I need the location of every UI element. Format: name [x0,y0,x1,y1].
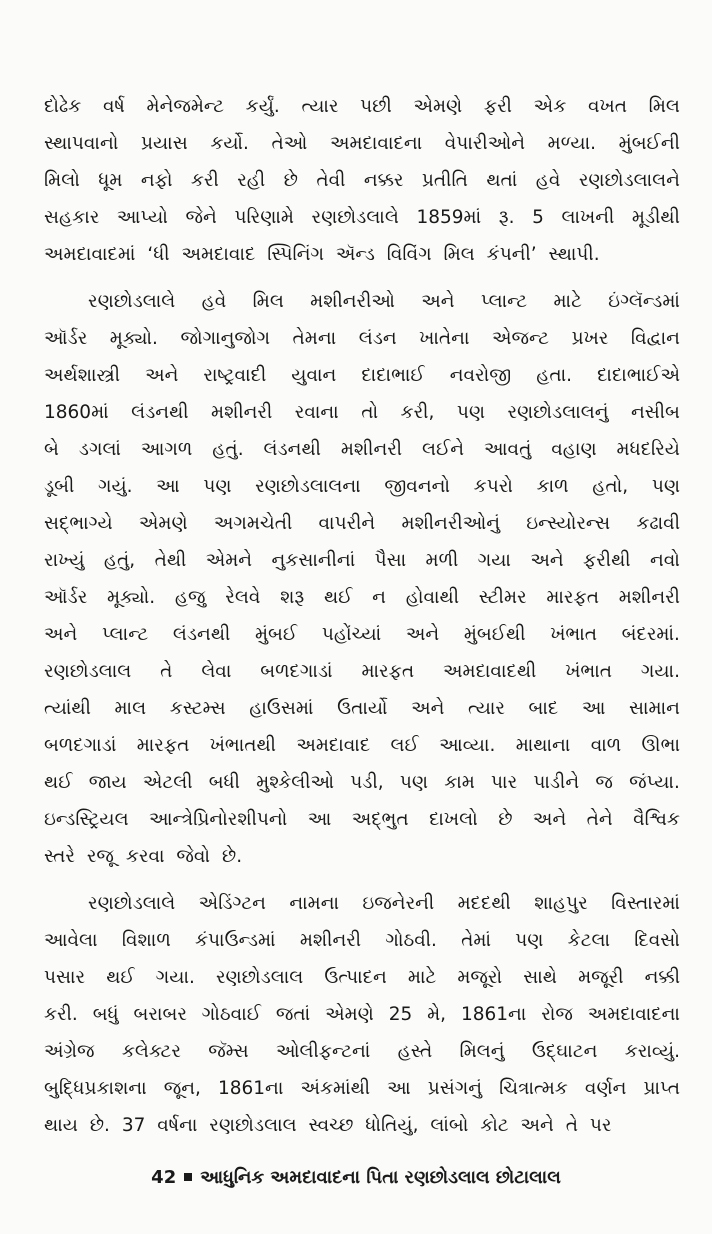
text-line: થઈ જાય એટલી બધી મુશ્કેલીઓ પડી, પણ કામ પાર પાડીને જ જંપ્યા. [44,772,680,793]
paragraph [44,885,680,1144]
paragraph-gap [44,273,680,283]
text-line: સહકાર આપ્યો જેને પરિણામે રણછોડલાલે 1859માં રૂ. 5 લાખની મૂડીથી [44,207,680,228]
text-line: ડૂબી ગયું. આ પણ રણછોડલાલના જીવનનો કપરો કાળ હતો, પણ [44,476,680,497]
text-line: સ્થાપવાનો પ્રયાસ કર્યો. તેઓ અમદાવાદના વેપારીઓને મળ્યા. મુંબઈની [44,133,680,154]
text-line: ઇન્ડસ્ટ્રિયલ આન્ત્રેપ્રિનોરશીપનો આ અદ્‌ભુત દાખલો છે અને તેને વૈશ્વિક [44,809,680,830]
book-title: આધુનિક અમદાવાદના પિતા રણછોડલાલ છોટાલાલ [200,1167,561,1188]
page-number: 42 [151,1167,177,1188]
text-line: રણછોડલાલે હવે મિલ મશીનરીઓ અને પ્લાન્ટ માટે ઇંગ્લૅન્ડમાં [88,291,680,312]
text-line: પસાર થઈ ગયા. રણછોડલાલ ઉત્પાદન માટે મજૂરો સાથે મજૂરી નક્કી [44,967,680,988]
text-line: બે ડગલાં આગળ હતું. લંડનથી મશીનરી લઈને આવતું વહાણ મધદરિયે [44,439,680,460]
text-line: ઑર્ડર મૂક્યો. હજુ રેલવે શરૂ થઈ ન હોવાથી સ્ટીમર મારફત મશીનરી [44,587,680,608]
text-line: સ્તરે રજૂ કરવા જેવો છે. [44,846,243,867]
square-bullet-icon [184,1173,192,1181]
paragraph [44,88,680,273]
text-line: આવેલા વિશાળ કંપાઉન્ડમાં મશીનરી ગોઠવી. તેમાં પણ કેટલા દિવસો [44,930,680,951]
text-line: બુદ્ધિપ્રકાશના જૂન, 1861ના અંકમાંથી આ પ્રસંગનું ચિત્રાત્મક વર્ણન પ્રાપ્ત [44,1078,680,1099]
body-text [44,88,680,1144]
text-line: કરી. બધું બરાબર ગોઠવાઈ જતાં એમણે 25 મે, 1861ના રોજ અમદાવાદના [44,1004,680,1025]
text-line: ત્યાંથી માલ કસ્ટમ્સ હાઉસમાં ઉતાર્યો અને ત્યાર બાદ આ સામાન [44,698,680,719]
text-line: રાખ્યું હતું, તેથી એમને નુકસાનીનાં પૈસા મળી ગયા અને ફરીથી નવો [44,550,680,571]
text-line: ઑર્ડર મૂક્યો. જોગાનુજોગ તેમના લંડન ખાતેના એજન્ટ પ્રખર વિદ્વાન [44,328,680,349]
paragraph-gap [44,875,680,885]
text-line: સદ્‌ભાગ્યે એમણે અગમચેતી વાપરીને મશીનરીઓનું ઇન્સ્યોરન્સ કઢાવી [44,513,680,534]
paragraph [44,283,680,875]
text-line: 1860માં લંડનથી મશીનરી રવાના તો કરી, પણ રણછોડલાલનું નસીબ [44,402,680,423]
text-line: અને પ્લાન્ટ લંડનથી મુંબઈ પહોંચ્યાં અને મુંબઈથી ખંભાત બંદરમાં. [44,624,680,645]
text-line: રણછોડલાલે એડિંગ્ટન નામના ઇજનેરની મદદથી શાહપુર વિસ્તારમાં [88,893,680,914]
running-footer [0,1163,712,1193]
text-line: થાય છે. 37 વર્ષના રણછોડલાલ સ્વચ્છ ધોતિયું, લાંબો કોટ અને તે પર [44,1115,612,1136]
text-line: દોઢેક વર્ષ મેનેજમેન્ટ કર્યું. ત્યાર પછી એમણે ફરી એક વખત મિલ [44,96,680,117]
text-line: મિલો ધૂમ નફો કરી રહી છે તેવી નક્કર પ્રતીતિ થતાં હવે રણછોડલાલને [44,170,680,191]
text-line: રણછોડલાલ તે લેવા બળદગાડાં મારફત અમદાવાદથી ખંભાત ગયા. [44,661,680,682]
text-line: અંગ્રેજ કલેક્ટર જૅમ્સ ઓલીફન્ટનાં હસ્તે મિલનું ઉદ્‌ઘાટન કરાવ્યું. [44,1041,680,1062]
text-line: બળદગાડાં મારફત ખંભાતથી અમદાવાદ લઈ આવ્યા. માથાના વાળ ઊભા [44,735,680,756]
text-line: અર્થશાસ્ત્રી અને રાષ્ટ્રવાદી યુવાન દાદાભાઈ નવરોજી હતા. દાદાભાઈએ [44,365,680,386]
text-line: અમદાવાદમાં ‘ધી અમદાવાદ સ્પિનિંગ ઍન્ડ વિવિંગ મિલ કંપની’ સ્થાપી. [44,244,600,265]
